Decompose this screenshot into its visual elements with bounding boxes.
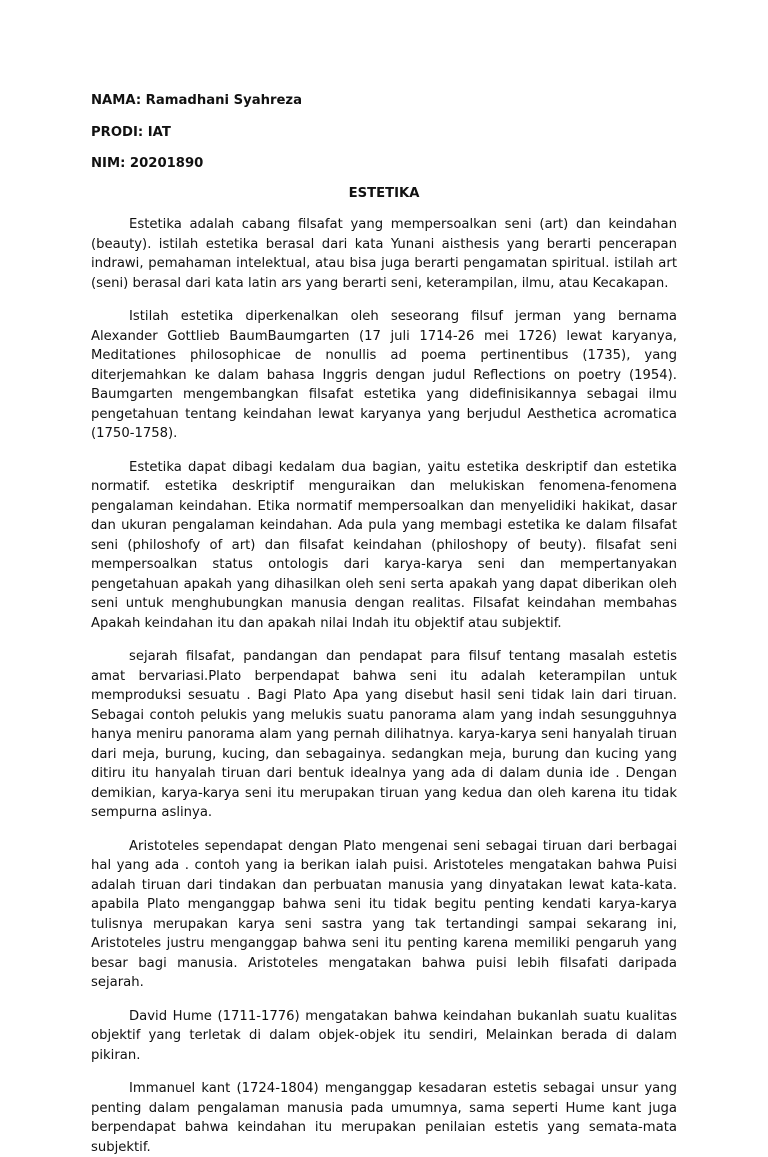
paragraph-aristoteles: Aristoteles sependapat dengan Plato mengenai seni sebagai tiruan dari berbagai hal yang ada . contoh yang ia berikan ialah puisi. Aristoteles mengatakan bahwa Puisi adalah tiruan dari tindakan dan perbuatan manusia yang dinyatakan lewat kata-kata. apabila Plato menganggap bahwa seni itu tidak begitu penting kendati karya-karya tulisnya merupakan karya seni sastra yang tak tertandingi sampai sekarang ini, Aristoteles justru menganggap bahwa seni itu penting karena memiliki pengaruh yang besar bagi manusia. Aristoteles mengatakan bahwa puisi lebih filsafati daripada sejarah. bbox=[91, 838, 677, 990]
paragraph-definition: Estetika adalah cabang filsafat yang mempersoalkan seni (art) dan keindahan (beauty). istilah estetika berasal dari kata Yunani aisthesis yang berarti pencerapan indrawi, pemahaman intelektual, atau bisa juga berarti pengamatan spiritual. istilah art (seni) berasal dari kata latin ars yang berarti seni, keterampilan, ilmu, atau Kecakapan. bbox=[91, 217, 677, 291]
student-id: NIM: 20201890 bbox=[91, 156, 204, 171]
paragraph-plato: sejarah filsafat, pandangan dan pendapat para filsuf tentang masalah estetis amat bervariasi.Plato berpendapat bahwa seni itu adalah keterampilan untuk memproduksi sesuatu . Bagi Plato Apa yang disebut hasil seni tidak lain dari tiruan. Sebagai contoh pelukis yang melukis suatu panorama alam yang indah sesungguhnya hanya meniru panorama alam yang pernah dilihatnya. karya-karya seni hanyalah tiruan dari meja, burung, kucing, dan sebagainya. sedangkan meja, burung dan kucing yang ditiru itu hanyalah tiruan dari bentuk idealnya yang ada di dalam dunia ide . Dengan demikian, karya-karya seni itu merupakan tiruan yang kedua dan oleh karena itu tidak sempurna aslinya. bbox=[91, 649, 677, 820]
study-program: PRODI: IAT bbox=[91, 124, 171, 140]
student-name: NAMA: Ramadhani Syahreza bbox=[91, 93, 303, 108]
paragraph-kant: Immanuel kant (1724-1804) menganggap kesadaran estetis sebagai unsur yang penting dalam pengalaman manusia pada umumnya, sama seperti Hume kant juga berpendapat bahwa keindahan itu merupakan penilaian estetis yang semata-mata subjektif. bbox=[91, 1081, 677, 1155]
paragraph-baumgarten: Istilah estetika diperkenalkan oleh seseorang filsuf jerman yang bernama Alexander Gottlieb BaumBaumgarten (17 juli 1714-26 mei 1726) lewat karyanya, Meditationes philosophicae de nonullis ad poema pertinentibus (1735), yang diterjemahkan ke dalam bahasa Inggris dengan judul Reflections on poetry (1954). Baumgarten mengembangkan filsafat estetika yang didefinisikannya sebagai ilmu pengetahuan tentang keindahan lewat karyanya yang berjudul Aesthetica acromatica (1750-1758). bbox=[91, 309, 677, 441]
document-title: ESTETIKA bbox=[348, 185, 420, 201]
paragraph-divisions: Estetika dapat dibagi kedalam dua bagian, yaitu estetika deskriptif dan estetika normatif. estetika deskriptif menguraikan dan melukiskan fenomena-fenomena pengalaman keindahan. Etika normatif mempersoalkan dan menyelidiki hakikat, dasar dan ukuran pengalaman keindahan. Ada pula yang membagi estetika ke dalam filsafat seni (philoshofy of art) dan filsafat keindahan (philoshopy of beuty). filsafat seni mempersoalkan status ontologis dari karya-karya seni dan mempertanyakan pengetahuan apakah yang dihasilkan oleh seni serta apakah yang dapat diberikan oleh seni untuk menghubungkan manusia dengan realitas. Filsafat keindahan membahas Apakah keindahan itu dan apakah nilai Indah itu objektif atau subjektif. bbox=[91, 459, 677, 631]
paragraph-hume: David Hume (1711-1776) mengatakan bahwa keindahan bukanlah suatu kualitas objektif yang terletak di dalam objek-objek itu sendiri, Melainkan berada di dalam pikiran. bbox=[91, 1008, 677, 1063]
